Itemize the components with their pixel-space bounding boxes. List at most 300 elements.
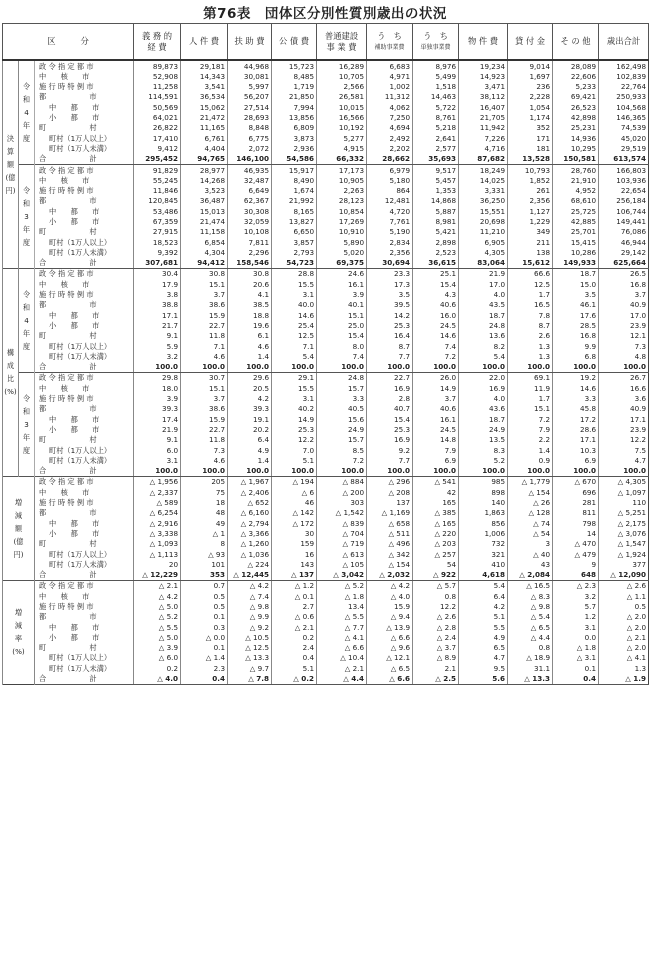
value-cell: 45,020 bbox=[599, 133, 649, 143]
value-cell: 94,765 bbox=[181, 154, 228, 165]
value-cell: 8,848 bbox=[228, 123, 272, 133]
value-cell: 15.4 bbox=[367, 414, 413, 424]
value-cell: △ 13.9 bbox=[367, 622, 413, 632]
value-cell: 54,723 bbox=[272, 258, 317, 269]
value-cell: △ 670 bbox=[553, 476, 599, 487]
value-cell: 100.0 bbox=[181, 362, 228, 373]
value-cell: △ 2.5 bbox=[413, 674, 459, 685]
value-cell: 0.4 bbox=[181, 674, 228, 685]
value-cell: 8,165 bbox=[272, 206, 317, 216]
value-cell: 26,523 bbox=[553, 102, 599, 112]
table-row bbox=[3, 196, 649, 206]
value-cell: △ 142 bbox=[272, 508, 317, 518]
table-row bbox=[3, 383, 649, 393]
value-cell: 15,415 bbox=[553, 237, 599, 247]
value-cell: 1,127 bbox=[508, 206, 553, 216]
value-cell: 7.1 bbox=[181, 341, 228, 351]
value-cell: 100.0 bbox=[134, 362, 181, 373]
value-cell: 1,863 bbox=[459, 508, 508, 518]
row-label: 中 都 市 bbox=[49, 414, 100, 424]
value-cell: 5,190 bbox=[367, 227, 413, 237]
value-cell: 15,917 bbox=[272, 164, 317, 175]
value-cell: 26.5 bbox=[599, 268, 649, 279]
value-cell: 20 bbox=[134, 559, 181, 569]
row-label: 町村（1万人未満） bbox=[49, 247, 112, 257]
row-label: 都 市 bbox=[39, 300, 97, 310]
value-cell: △ 6 bbox=[272, 487, 317, 497]
value-cell: 8.5 bbox=[317, 445, 367, 455]
value-cell: 261 bbox=[508, 186, 553, 196]
value-cell: 8.7 bbox=[367, 341, 413, 351]
value-cell: 17.4 bbox=[134, 414, 181, 424]
value-cell: 143 bbox=[272, 559, 317, 569]
value-cell: 100.0 bbox=[553, 362, 599, 373]
value-cell: 162,498 bbox=[599, 60, 649, 71]
value-cell: 35,693 bbox=[413, 154, 459, 165]
value-cell: △ 105 bbox=[317, 559, 367, 569]
value-cell: 38.5 bbox=[228, 300, 272, 310]
value-cell: 14.2 bbox=[367, 310, 413, 320]
value-cell: 11,158 bbox=[181, 227, 228, 237]
header-assistance: 扶 助 費 bbox=[228, 24, 272, 61]
value-cell: 4.2 bbox=[228, 394, 272, 404]
value-cell: 1,054 bbox=[508, 102, 553, 112]
value-cell: 29.1 bbox=[272, 372, 317, 383]
value-cell: △ 7.7 bbox=[317, 622, 367, 632]
table-row bbox=[3, 143, 649, 153]
table-row bbox=[3, 341, 649, 351]
value-cell: △ 479 bbox=[553, 549, 599, 559]
value-cell: 2,793 bbox=[272, 247, 317, 257]
value-cell: △ 12.1 bbox=[367, 653, 413, 663]
table-row bbox=[3, 653, 649, 663]
value-cell: 91,829 bbox=[134, 164, 181, 175]
value-cell: 250,933 bbox=[599, 92, 649, 102]
value-cell: △ 2.0 bbox=[599, 612, 649, 622]
value-cell: 36,250 bbox=[459, 196, 508, 206]
value-cell: 25.4 bbox=[272, 320, 317, 330]
value-cell: △ 0.0 bbox=[181, 632, 228, 642]
value-cell: 40.6 bbox=[413, 404, 459, 414]
table-row bbox=[3, 310, 649, 320]
value-cell: △ 2.3 bbox=[553, 580, 599, 591]
value-cell: 6.4 bbox=[459, 591, 508, 601]
value-cell: 0.8 bbox=[413, 591, 459, 601]
value-cell: 1.2 bbox=[553, 612, 599, 622]
table-row bbox=[3, 663, 649, 673]
value-cell: 13,856 bbox=[272, 112, 317, 122]
value-cell: 42,898 bbox=[553, 112, 599, 122]
value-cell: 3,873 bbox=[272, 133, 317, 143]
value-cell: 10,192 bbox=[317, 123, 367, 133]
value-cell: 4,952 bbox=[553, 186, 599, 196]
value-cell: △ 9.9 bbox=[228, 612, 272, 622]
value-cell: 25,725 bbox=[553, 206, 599, 216]
value-cell: △ 884 bbox=[317, 476, 367, 487]
value-cell: 26,822 bbox=[134, 123, 181, 133]
row-label: 町村（1万人未満） bbox=[49, 143, 112, 153]
value-cell: 9,014 bbox=[508, 60, 553, 71]
value-cell: 5,180 bbox=[367, 175, 413, 185]
value-cell: 4.8 bbox=[599, 351, 649, 361]
table-row bbox=[3, 206, 649, 216]
value-cell: 5,997 bbox=[228, 82, 272, 92]
value-cell: 295,452 bbox=[134, 154, 181, 165]
value-cell: 44,968 bbox=[228, 60, 272, 71]
value-cell: 2,296 bbox=[228, 247, 272, 257]
value-cell: 0.2 bbox=[134, 663, 181, 673]
value-cell: 18,523 bbox=[134, 237, 181, 247]
value-cell: 4.6 bbox=[181, 351, 228, 361]
value-cell: 3.5 bbox=[367, 290, 413, 300]
value-cell: 26.7 bbox=[599, 372, 649, 383]
value-cell: 28.8 bbox=[272, 268, 317, 279]
value-cell: 6.1 bbox=[228, 331, 272, 341]
value-cell: 40.7 bbox=[367, 404, 413, 414]
value-cell: 24.8 bbox=[459, 320, 508, 330]
value-cell: 4,915 bbox=[317, 143, 367, 153]
value-cell: 353 bbox=[181, 570, 228, 581]
value-cell: 7,226 bbox=[459, 133, 508, 143]
value-cell: 17.0 bbox=[599, 310, 649, 320]
value-cell: △ 4.4 bbox=[508, 632, 553, 642]
value-cell: 20.5 bbox=[228, 383, 272, 393]
table-row bbox=[3, 247, 649, 257]
value-cell: 120,845 bbox=[134, 196, 181, 206]
value-cell: 69.1 bbox=[508, 372, 553, 383]
header-loans: 貸 付 金 bbox=[508, 24, 553, 61]
value-cell: 19.6 bbox=[228, 320, 272, 330]
value-cell: 100.0 bbox=[317, 362, 367, 373]
value-cell: △ 2.0 bbox=[599, 643, 649, 653]
value-cell: 28,760 bbox=[553, 164, 599, 175]
value-cell: 87,682 bbox=[459, 154, 508, 165]
row-label: 町 村 bbox=[39, 227, 97, 237]
value-cell: 8.0 bbox=[317, 341, 367, 351]
value-cell: △ 203 bbox=[413, 539, 459, 549]
value-cell: △ 1.1 bbox=[599, 591, 649, 601]
value-cell: 7.9 bbox=[508, 424, 553, 434]
header-debt-service: 公 債 費 bbox=[272, 24, 317, 61]
value-cell: 24.5 bbox=[413, 320, 459, 330]
row-label: 施 行 時 特 例 市 bbox=[39, 394, 94, 404]
value-cell: △ 6.5 bbox=[508, 622, 553, 632]
value-cell: 17.9 bbox=[134, 279, 181, 289]
value-cell: 36,615 bbox=[413, 258, 459, 269]
header-total: 歳出合計 bbox=[599, 24, 649, 61]
value-cell: 7.7 bbox=[367, 455, 413, 465]
value-cell: 6,809 bbox=[272, 123, 317, 133]
value-cell: △ 5.5 bbox=[134, 622, 181, 632]
value-cell: 28,693 bbox=[228, 112, 272, 122]
table-row bbox=[3, 154, 649, 165]
value-cell: △ 9.6 bbox=[367, 643, 413, 653]
table-row bbox=[3, 570, 649, 581]
value-cell: 14.9 bbox=[413, 383, 459, 393]
value-cell: 13.5 bbox=[459, 435, 508, 445]
value-cell: △ 0.1 bbox=[272, 591, 317, 601]
value-cell: 613,574 bbox=[599, 154, 649, 165]
value-cell: △ 2.0 bbox=[599, 622, 649, 632]
value-cell: 4,618 bbox=[459, 570, 508, 581]
value-cell: 30,308 bbox=[228, 206, 272, 216]
table-row bbox=[3, 351, 649, 361]
table-row bbox=[3, 300, 649, 310]
value-cell: 11,210 bbox=[459, 227, 508, 237]
value-cell: △ 385 bbox=[413, 508, 459, 518]
row-label: 小 都 市 bbox=[49, 113, 100, 123]
header-row bbox=[3, 24, 649, 61]
value-cell: 53,486 bbox=[134, 206, 181, 216]
value-cell: 8,981 bbox=[413, 216, 459, 226]
value-cell: △ 652 bbox=[228, 497, 272, 507]
value-cell: 46.1 bbox=[553, 300, 599, 310]
value-cell: 5.5 bbox=[459, 622, 508, 632]
value-cell: 1,518 bbox=[413, 82, 459, 92]
value-cell: △ 9.4 bbox=[367, 612, 413, 622]
value-cell: 30.7 bbox=[181, 372, 228, 383]
value-cell: 9,412 bbox=[134, 143, 181, 153]
value-cell: 11.8 bbox=[181, 435, 228, 445]
row-label: 政 令 指 定 都 市 bbox=[35, 164, 134, 175]
row-label: 中 核 市 bbox=[39, 279, 90, 289]
value-cell: 349 bbox=[508, 227, 553, 237]
value-cell: 5.4 bbox=[459, 580, 508, 591]
value-cell: 6,854 bbox=[181, 237, 228, 247]
value-cell: 12.5 bbox=[508, 279, 553, 289]
value-cell: 15.9 bbox=[181, 414, 228, 424]
row-label: 中 都 市 bbox=[49, 206, 100, 216]
value-cell: 21.7 bbox=[134, 320, 181, 330]
value-cell: △ 470 bbox=[553, 539, 599, 549]
value-cell: 3.3 bbox=[553, 394, 599, 404]
value-cell: 5,887 bbox=[413, 206, 459, 216]
value-cell: 0.1 bbox=[553, 663, 599, 673]
value-cell: 28.6 bbox=[553, 424, 599, 434]
value-cell: 7.2 bbox=[317, 455, 367, 465]
value-cell: 42 bbox=[413, 487, 459, 497]
value-cell: 19.2 bbox=[553, 372, 599, 383]
value-cell: △ 5.0 bbox=[134, 632, 181, 642]
table-row bbox=[3, 528, 649, 538]
value-cell: 3.1 bbox=[134, 455, 181, 465]
value-cell: 2,523 bbox=[413, 247, 459, 257]
header-other: そ の 他 bbox=[553, 24, 599, 61]
row-label: 合 計 bbox=[35, 674, 134, 685]
value-cell: 16.1 bbox=[413, 414, 459, 424]
row-label: 合 計 bbox=[35, 154, 134, 165]
value-cell: △ 4.2 bbox=[228, 580, 272, 591]
value-cell: 14.6 bbox=[413, 331, 459, 341]
value-cell: 100.0 bbox=[228, 466, 272, 477]
row-label: 合 計 bbox=[35, 466, 134, 477]
value-cell: 4.9 bbox=[459, 632, 508, 642]
value-cell: 100.0 bbox=[459, 466, 508, 477]
value-cell: 26.0 bbox=[413, 372, 459, 383]
year-label: 令 和 3 年 度 bbox=[19, 164, 35, 268]
value-cell: 3.1 bbox=[272, 290, 317, 300]
value-cell: 19,234 bbox=[459, 60, 508, 71]
value-cell: 114,591 bbox=[134, 92, 181, 102]
value-cell: 18.7 bbox=[459, 310, 508, 320]
row-label: 町村（1万人未満） bbox=[49, 559, 112, 569]
table-row bbox=[3, 164, 649, 175]
value-cell: △ 3.9 bbox=[134, 643, 181, 653]
value-cell: 1.3 bbox=[599, 663, 649, 673]
value-cell: 10,295 bbox=[553, 143, 599, 153]
value-cell: 6,775 bbox=[228, 133, 272, 143]
table-title: 第76表 団体区分別性質別歳出の状況 bbox=[203, 6, 447, 22]
table-row bbox=[3, 290, 649, 300]
value-cell: 7.1 bbox=[272, 341, 317, 351]
value-cell: △ 12,445 bbox=[228, 570, 272, 581]
value-cell: 5.4 bbox=[272, 351, 317, 361]
value-cell: 15.6 bbox=[317, 414, 367, 424]
value-cell: 5.2 bbox=[459, 455, 508, 465]
value-cell: 23.9 bbox=[599, 424, 649, 434]
row-label: 小 都 市 bbox=[49, 632, 100, 642]
row-label: 町 村 bbox=[39, 643, 97, 653]
header-independent: う ち 単独事業費 bbox=[413, 24, 459, 61]
value-cell: △ 6,160 bbox=[228, 508, 272, 518]
value-cell: △ 128 bbox=[508, 508, 553, 518]
row-label: 中 核 市 bbox=[39, 175, 90, 185]
table-row bbox=[3, 404, 649, 414]
value-cell: 146,365 bbox=[599, 112, 649, 122]
value-cell: 100.0 bbox=[367, 466, 413, 477]
value-cell: 4.7 bbox=[599, 455, 649, 465]
value-cell: 2.3 bbox=[181, 663, 228, 673]
value-cell: 14.8 bbox=[413, 435, 459, 445]
row-label: 施 行 時 特 例 市 bbox=[39, 290, 94, 300]
value-cell: 16.0 bbox=[413, 310, 459, 320]
table-row bbox=[3, 632, 649, 642]
row-label: 中 都 市 bbox=[49, 102, 100, 112]
value-cell: 4.6 bbox=[228, 341, 272, 351]
value-cell: △ 9.2 bbox=[228, 622, 272, 632]
value-cell: △ 719 bbox=[317, 539, 367, 549]
value-cell: 56,207 bbox=[228, 92, 272, 102]
value-cell: 5,277 bbox=[317, 133, 367, 143]
row-label: 施 行 時 特 例 市 bbox=[39, 82, 94, 92]
value-cell: 100.0 bbox=[272, 362, 317, 373]
value-cell: △ 165 bbox=[413, 518, 459, 528]
row-label: 政 令 指 定 都 市 bbox=[35, 60, 134, 71]
value-cell: △ 9.8 bbox=[228, 601, 272, 611]
value-cell: 1.3 bbox=[508, 351, 553, 361]
value-cell: 103,936 bbox=[599, 175, 649, 185]
value-cell: 15.4 bbox=[413, 279, 459, 289]
value-cell: 281 bbox=[553, 497, 599, 507]
value-cell: 16.9 bbox=[459, 383, 508, 393]
table-row bbox=[3, 674, 649, 685]
value-cell: 8 bbox=[181, 539, 228, 549]
value-cell: 1,174 bbox=[508, 112, 553, 122]
value-cell: 10,015 bbox=[317, 102, 367, 112]
value-cell: 696 bbox=[553, 487, 599, 497]
table-row bbox=[3, 487, 649, 497]
value-cell: 6.0 bbox=[134, 445, 181, 455]
value-cell: △ 2.6 bbox=[413, 612, 459, 622]
value-cell: 43.6 bbox=[459, 404, 508, 414]
value-cell: 22,764 bbox=[599, 82, 649, 92]
row-label: 政 令 指 定 都 市 bbox=[35, 372, 134, 383]
value-cell: 15.1 bbox=[181, 279, 228, 289]
value-cell: 40.5 bbox=[317, 404, 367, 414]
section-label: 増 減 額 (億 円) bbox=[3, 476, 35, 580]
table-row bbox=[3, 518, 649, 528]
value-cell: 52,908 bbox=[134, 71, 181, 81]
value-cell: △ 12,090 bbox=[599, 570, 649, 581]
value-cell: 4.0 bbox=[459, 394, 508, 404]
value-cell: 0.9 bbox=[508, 455, 553, 465]
value-cell: 16.8 bbox=[599, 279, 649, 289]
value-cell: 2,492 bbox=[367, 133, 413, 143]
value-cell: △ 200 bbox=[317, 487, 367, 497]
value-cell: 3.5 bbox=[553, 290, 599, 300]
value-cell: 165 bbox=[413, 497, 459, 507]
value-cell: 10,705 bbox=[317, 71, 367, 81]
value-cell: 236 bbox=[508, 82, 553, 92]
table-row bbox=[3, 394, 649, 404]
value-cell: 21,992 bbox=[272, 196, 317, 206]
value-cell: △ 1.2 bbox=[272, 580, 317, 591]
table-row bbox=[3, 539, 649, 549]
value-cell: 3.8 bbox=[134, 290, 181, 300]
value-cell: 46,944 bbox=[599, 237, 649, 247]
table-row bbox=[3, 362, 649, 373]
value-cell: 25.0 bbox=[317, 320, 367, 330]
row-label: 町 村 bbox=[39, 435, 97, 445]
value-cell: 10,108 bbox=[228, 227, 272, 237]
value-cell: 100.0 bbox=[228, 362, 272, 373]
value-cell: 140 bbox=[459, 497, 508, 507]
value-cell: △ 8.9 bbox=[413, 653, 459, 663]
value-cell: 11.8 bbox=[181, 331, 228, 341]
value-cell: 14 bbox=[553, 528, 599, 538]
value-cell: 15.7 bbox=[317, 383, 367, 393]
value-cell: 5.1 bbox=[272, 455, 317, 465]
value-cell: 100.0 bbox=[553, 466, 599, 477]
table-row bbox=[3, 424, 649, 434]
value-cell: 1.7 bbox=[508, 290, 553, 300]
value-cell: △ 1.4 bbox=[181, 653, 228, 663]
value-cell: 15.4 bbox=[317, 331, 367, 341]
value-cell: 8.2 bbox=[459, 341, 508, 351]
year-label: 令 和 3 年 度 bbox=[19, 372, 35, 476]
value-cell: 307,681 bbox=[134, 258, 181, 269]
value-cell: 12.2 bbox=[272, 435, 317, 445]
value-cell: 798 bbox=[553, 518, 599, 528]
value-cell: 100.0 bbox=[317, 466, 367, 477]
value-cell: 410 bbox=[459, 559, 508, 569]
value-cell: △ 18.9 bbox=[508, 653, 553, 663]
value-cell: 24.8 bbox=[317, 372, 367, 383]
value-cell: 9.5 bbox=[459, 663, 508, 673]
value-cell: 38.6 bbox=[181, 404, 228, 414]
value-cell: 100.0 bbox=[459, 362, 508, 373]
value-cell: △ 5,251 bbox=[599, 508, 649, 518]
value-cell: 6,650 bbox=[272, 227, 317, 237]
value-cell: 2.7 bbox=[272, 601, 317, 611]
value-cell: 6,905 bbox=[459, 237, 508, 247]
value-cell: 18.7 bbox=[459, 414, 508, 424]
value-cell: 15.0 bbox=[553, 279, 599, 289]
value-cell: △ 2,175 bbox=[599, 518, 649, 528]
value-cell: 14,343 bbox=[181, 71, 228, 81]
value-cell: △ 6.5 bbox=[367, 663, 413, 673]
value-cell: △ 2.1 bbox=[599, 632, 649, 642]
